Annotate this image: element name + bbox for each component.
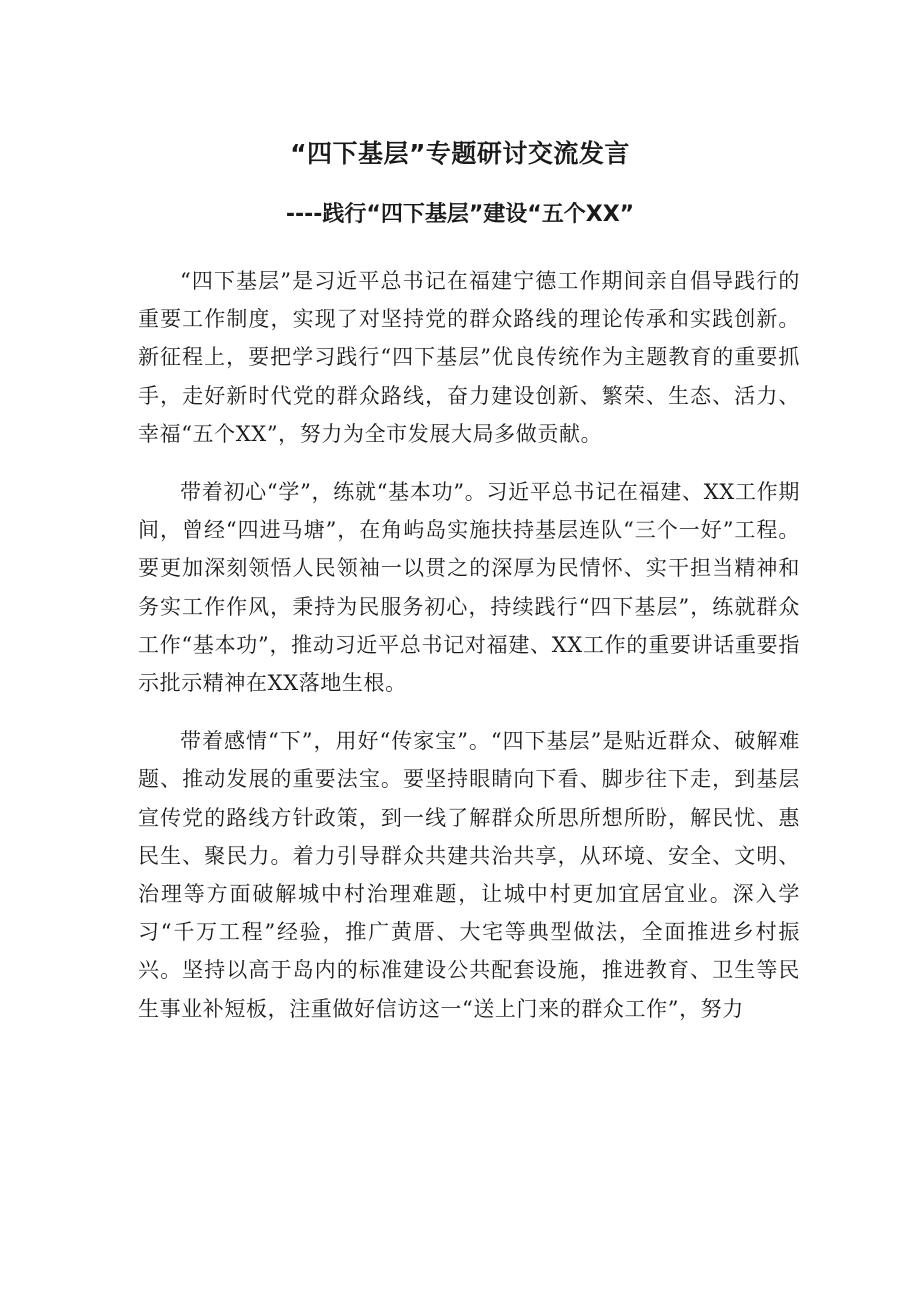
document-body — [138, 262, 800, 1048]
paragraph-down: 带着感情“下”，用好“传家宝”。“四下基层”是贴近群众、破解难题、推动发展的重要法宝。要坚持眼睛向下看、脚步往下走，到基层宣传党的路线方针政策，到一线了解群众所思所想所盼，解民忧、惠民生、聚民力。着力引导群众共建共治共享，从环境、安全、文明、治理等方面破解城中村治理难题，让城中村更加宜居宜业。深入学习“千万工程”经验，推广黄厝、大宅等典型做法，全面推进乡村振兴。坚持以高于岛内的标准建设公共配套设施，推进教育、卫生等民生事业补短板，注重做好信访这一“送上门来的群众工作”，努力 — [138, 729, 800, 1021]
paragraph-learn: 带着初心“学”，练就“基本功”。习近平总书记在福建、XX工作期间，曾经“四进马塘”，在角屿岛实施扶持基层连队“三个一好”工程。要更加深刻领悟人民领袖一以贯之的深厚为民情怀、实干担当精神和务实工作作风，秉持为民服务初心，持续践行“四下基层”，练就群众工作“基本功”，推动习近平总书记对福建、XX工作的重要讲话重要指示批示精神在XX落地生根。 — [138, 480, 800, 696]
document-title: “四下基层”专题研讨交流发言 — [290, 139, 630, 168]
paragraph-intro: “四下基层”是习近平总书记在福建宁德工作期间亲自倡导践行的重要工作制度，实现了对坚持党的群众路线的理论传承和实践创新。新征程上，要把学习践行“四下基层”优良传统作为主题教育的重要抓手，走好新时代党的群众路线，奋力建设创新、繁荣、生态、活力、幸福“五个XX”，努力为全市发展大局多做贡献。 — [138, 269, 800, 446]
document-subtitle: ----践行“四下基层”建设“五个XX” — [285, 202, 635, 227]
